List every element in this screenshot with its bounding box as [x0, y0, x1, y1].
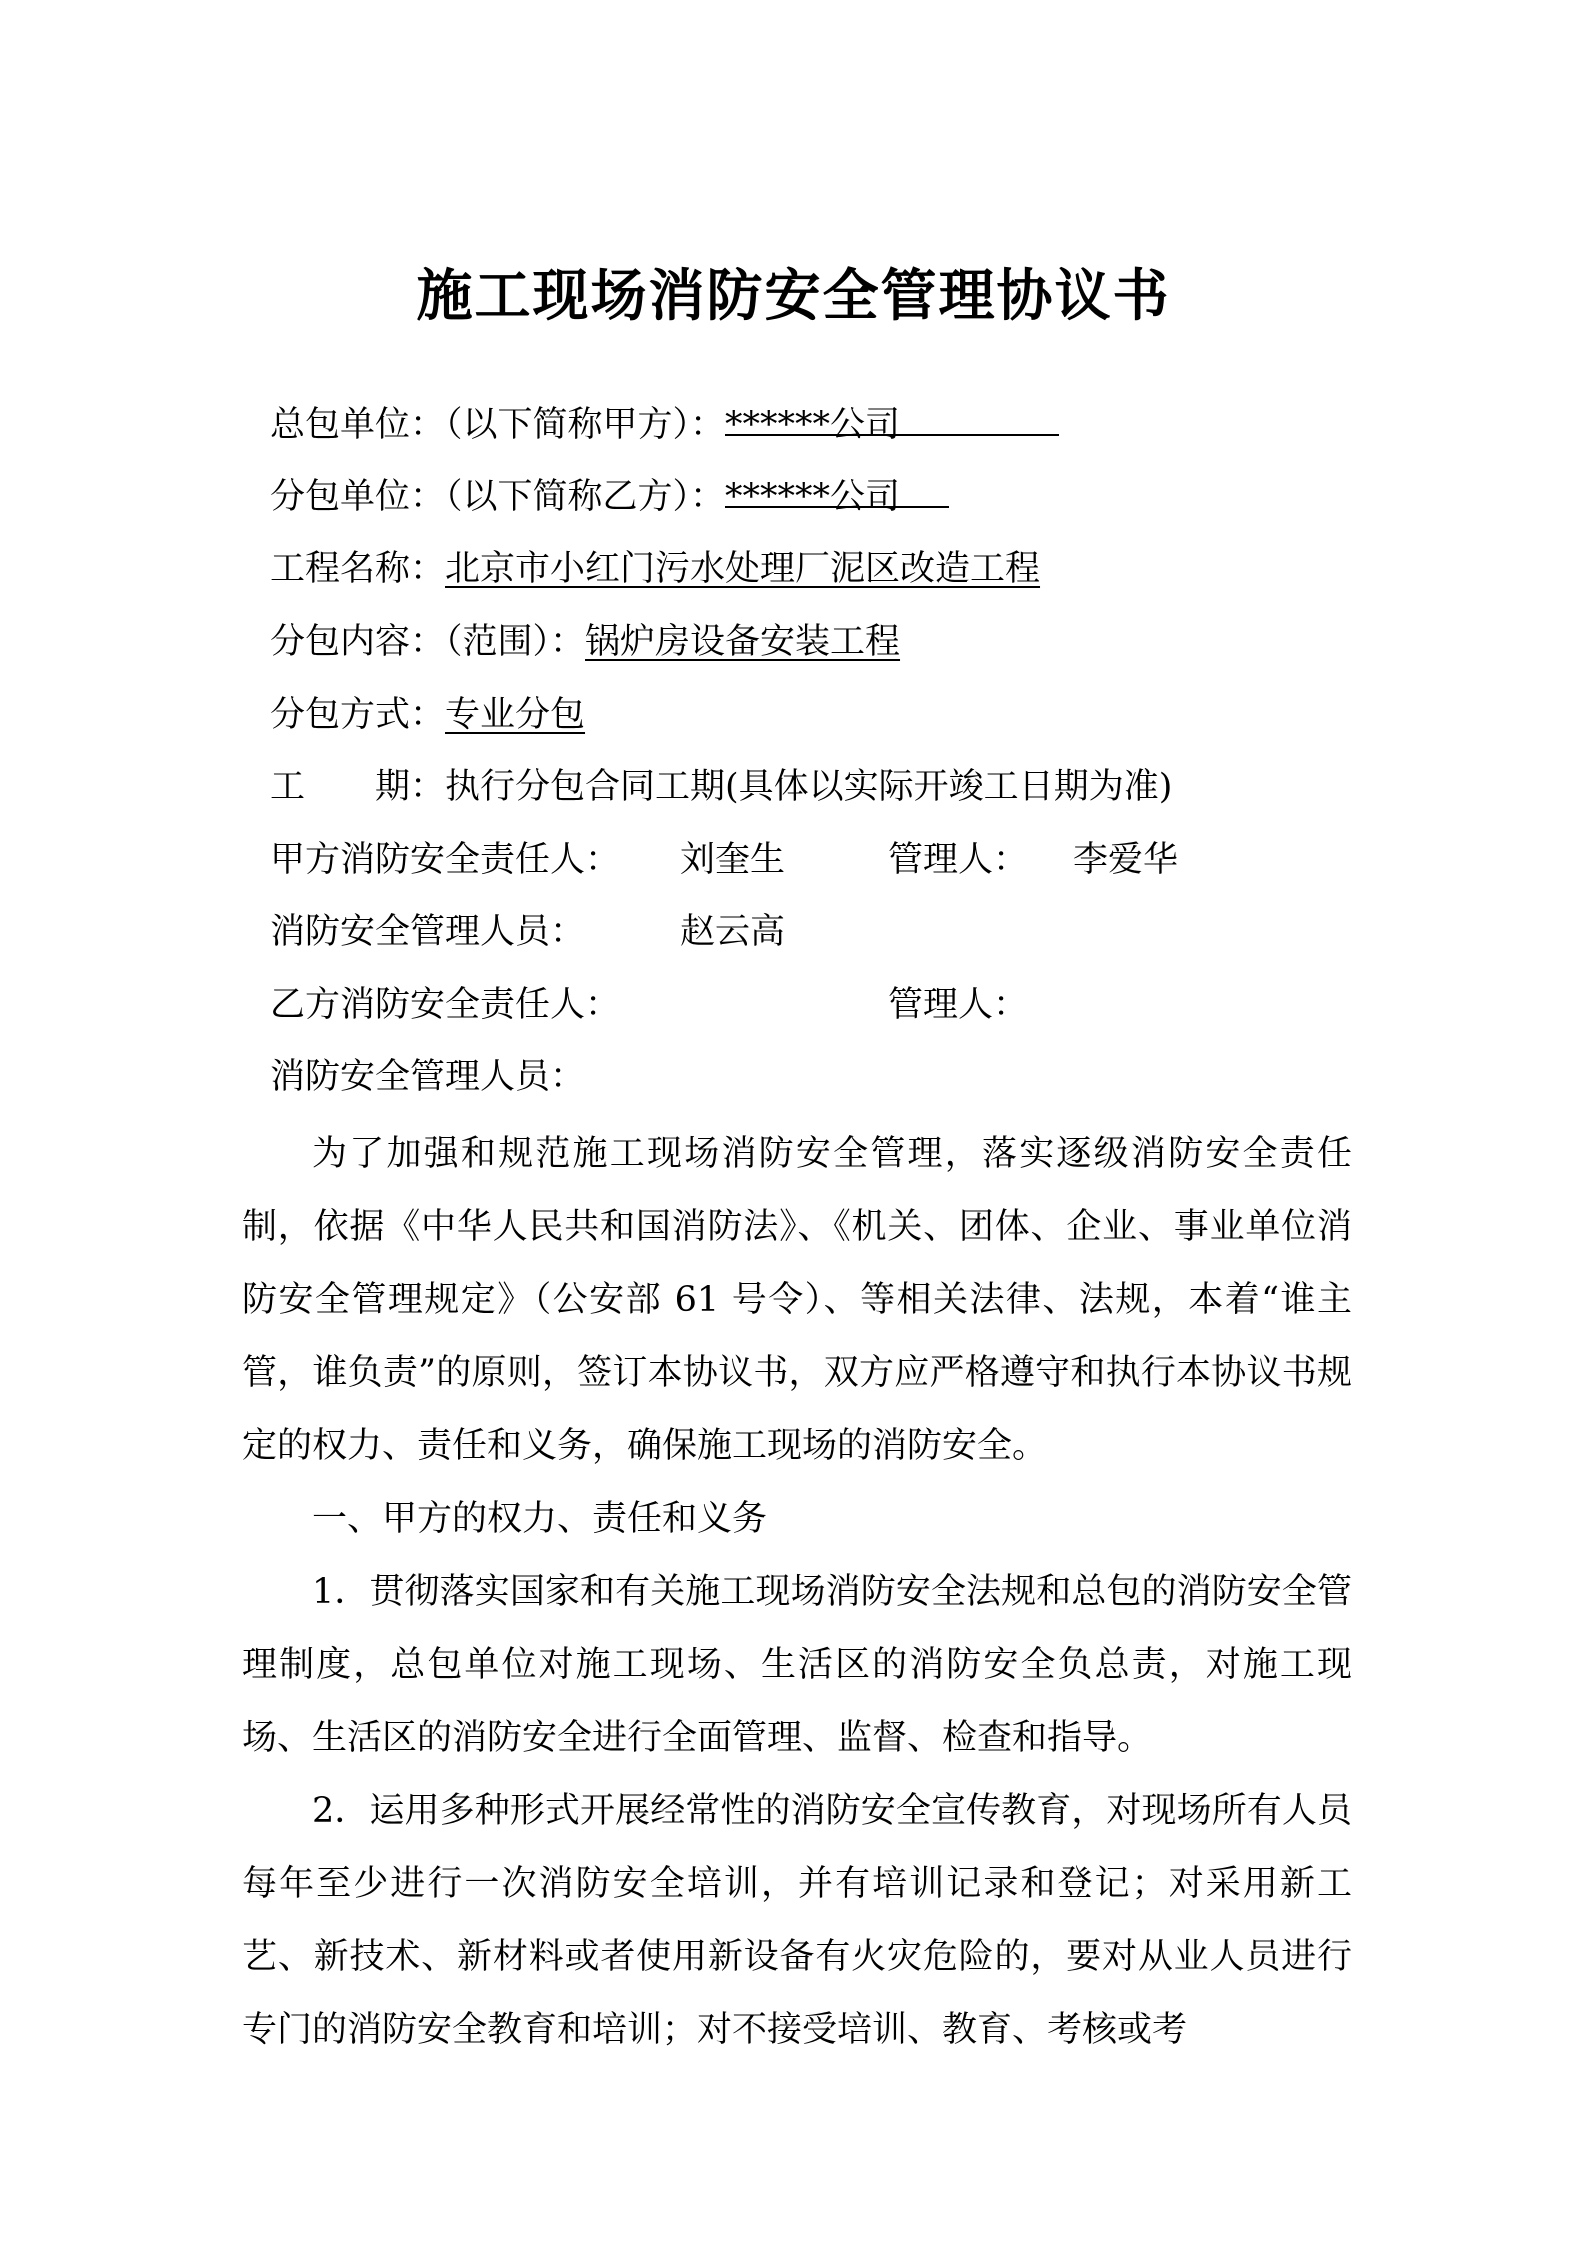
party-a-staff-row — [270, 907, 585, 957]
subcontractor-label: 分包单位：（以下简称乙方）： — [270, 477, 726, 517]
sub-content-label: 分包内容：（范围）： — [270, 622, 586, 662]
party-b-staff-row — [270, 1052, 585, 1102]
party-a-staff-label: 消防安全管理人员： — [270, 912, 586, 952]
party-a-manager-label: 管理人： — [888, 840, 1029, 880]
project-name-label: 工程名称： — [270, 549, 446, 589]
sub-content-value: 锅炉房设备安装工程 — [585, 622, 901, 662]
project-name-value: 北京市小红门污水处理厂泥区改造工程 — [445, 549, 1041, 589]
subcontractor-row — [270, 472, 949, 522]
party-b-resp-label: 乙方消防安全责任人： — [270, 985, 621, 1025]
duration-label-1: 工 — [270, 767, 306, 807]
intro-paragraph: 为了加强和规范施工现场消防安全管理，落实逐级消防安全责任制，依据《中华人民共和国消防法》、《机关、团体、企业、事业单位消防安全管理规定》（公安部 61 号令）、等相关法律、法规，本着“谁主管，谁负责”的原则，签订本协议书，双方应严格遵守和执行本协议书规定的权力、责任和义务，确保施工现场的消防安全。 — [242, 1134, 1352, 1466]
sub-method-label: 分包方式： — [270, 695, 446, 735]
party-a-resp-label: 甲方消防安全责任人： — [270, 840, 621, 880]
clause-1: 1．贯彻落实国家和有关施工现场消防安全法规和总包的消防安全管理制度，总包单位对施工现场、生活区的消防安全负总责，对施工现场、生活区的消防安全进行全面管理、监督、检查和指导。 — [242, 1572, 1352, 1758]
document-title: 施工现场消防安全管理协议书 — [416, 264, 1171, 329]
party-b-manager-label: 管理人： — [888, 985, 1029, 1025]
general-contractor-value-line — [725, 400, 1059, 445]
party-a-resp-value: 刘奎生 — [680, 840, 786, 880]
project-name-row — [270, 544, 1040, 594]
party-a-manager-value: 李爱华 — [1073, 840, 1179, 880]
duration-value: 执行分包合同工期(具体以实际开竣工日期为准) — [445, 767, 1173, 807]
section-heading-party-a: 一、甲方的权力、责任和义务 — [312, 1499, 768, 1539]
duration-row — [270, 762, 1172, 812]
subcontractor-value: ******公司 — [725, 477, 901, 517]
sub-content-row — [270, 617, 900, 667]
clause-2: 2．运用多种形式开展经常性的消防安全宣传教育，对现场所有人员每年至少进行一次消防安全培训，并有培训记录和登记；对采用新工艺、新技术、新材料或者使用新设备有火灾危险的，要对从业人员进行专门的消防安全教育和培训；对不接受培训、教育、考核或考 — [242, 1791, 1352, 2050]
party-a-resp-row — [270, 835, 620, 885]
sub-method-row — [270, 690, 585, 740]
body-content — [242, 1118, 1352, 2067]
subcontractor-value-line — [725, 472, 949, 517]
general-contractor-row — [270, 400, 1059, 450]
sub-method-value: 专业分包 — [445, 695, 586, 735]
general-contractor-value: ******公司 — [725, 405, 901, 445]
party-b-resp-row — [270, 980, 620, 1030]
party-b-staff-label: 消防安全管理人员： — [270, 1057, 586, 1097]
party-a-staff-value: 赵云高 — [680, 912, 786, 952]
general-contractor-label: 总包单位：（以下简称甲方）： — [270, 405, 726, 445]
duration-label-2: 期： — [375, 767, 446, 807]
